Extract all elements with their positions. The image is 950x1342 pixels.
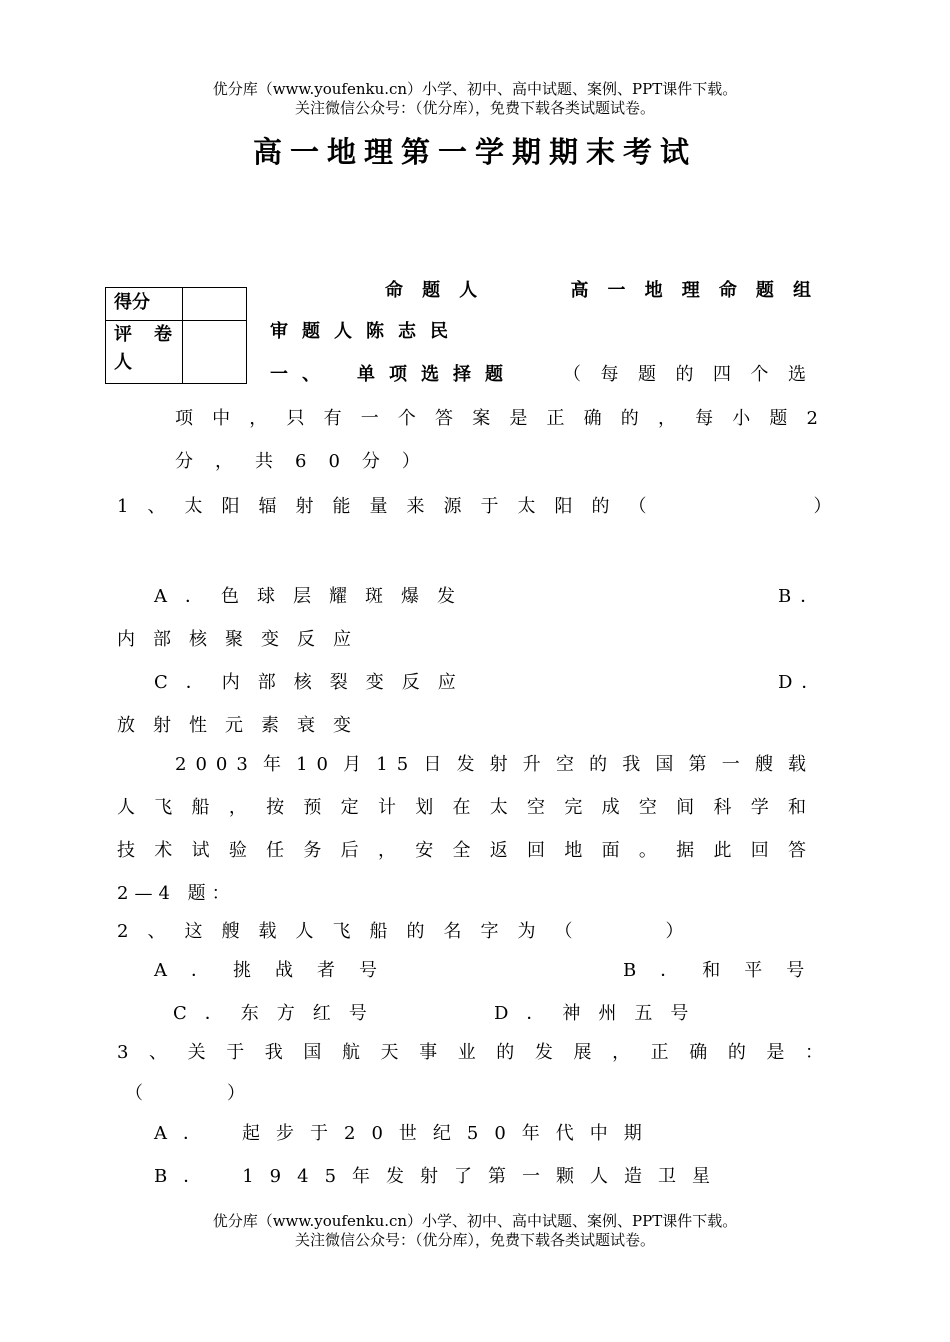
passage-line-2: 人飞船，按预定计划在太空完成空间科学和 <box>117 797 815 818</box>
score-cell <box>183 288 247 321</box>
q1-option-b: 内部核聚变反应 <box>117 629 369 650</box>
q3-paren: （ ） <box>125 1083 261 1104</box>
passage-line-3: 技术试验任务后，安全返回地面。据此回答 <box>117 840 815 861</box>
q2-option-d: D．神州五号 <box>494 1003 707 1024</box>
passage-line-1: 2003年10月15日发射升空的我国第一艘载 <box>175 754 815 775</box>
score-label: 得分 <box>106 288 183 321</box>
q1-stem: 1、太阳辐射能量来源于太阳的（ ） <box>117 496 851 517</box>
footer-line-2: 关注微信公众号：（优分库），免费下载各类试题试卷。 <box>294 1231 655 1249</box>
q1-option-c: C．内部核裂变反应 <box>154 672 474 693</box>
section-note-b: 项中，只有一个答案是正确的，每小题2 <box>175 408 827 429</box>
q3-option-b: B． 1945年发射了第一颗人造卫星 <box>154 1166 727 1187</box>
page-title: 高一地理第一学期期末考试 <box>252 135 697 169</box>
footer-line-1: 优分库（www.youfenku.cn）小学、初中、高中试题、案例、PPT课件下载。 <box>212 1212 738 1230</box>
q1-option-d: 放射性元素衰变 <box>117 715 369 736</box>
q3-stem: 3、关于我国航天事业的发展，正确的是： <box>117 1042 832 1063</box>
reviewer-line: 审题人陈志民 <box>270 321 462 342</box>
passage-line-4: 2—4 题： <box>117 883 236 904</box>
q2-option-c: C．东方红号 <box>173 1003 385 1024</box>
q1-option-a: A．色球层耀斑爆发 <box>154 586 473 607</box>
grader-label: 评 卷 人 <box>106 321 183 384</box>
q3-option-a: A． 起步于20世纪50年代中期 <box>154 1123 658 1144</box>
q2-option-a: A．挑战者号 <box>154 960 401 981</box>
q2-stem: 2、这艘载人飞船的名字为（ ） <box>117 921 703 942</box>
score-box <box>105 287 247 384</box>
section-note-c: 分，共60分） <box>175 451 442 472</box>
section-note-a: （每题的四个选 <box>563 364 815 385</box>
q1-option-b-tag: B． <box>778 586 828 607</box>
author-line: 命题人 高一地理命题组 <box>385 280 820 301</box>
q2-option-b: B．和平号 <box>623 960 829 981</box>
header-line-1: 优分库（www.youfenku.cn）小学、初中、高中试题、案例、PPT课件下载。 <box>212 80 738 98</box>
q1-option-d-tag: D． <box>778 672 829 693</box>
header-line-2: 关注微信公众号：（优分库），免费下载各类试题试卷。 <box>294 99 655 117</box>
section-heading: 一、 单项选择题 <box>270 364 517 385</box>
